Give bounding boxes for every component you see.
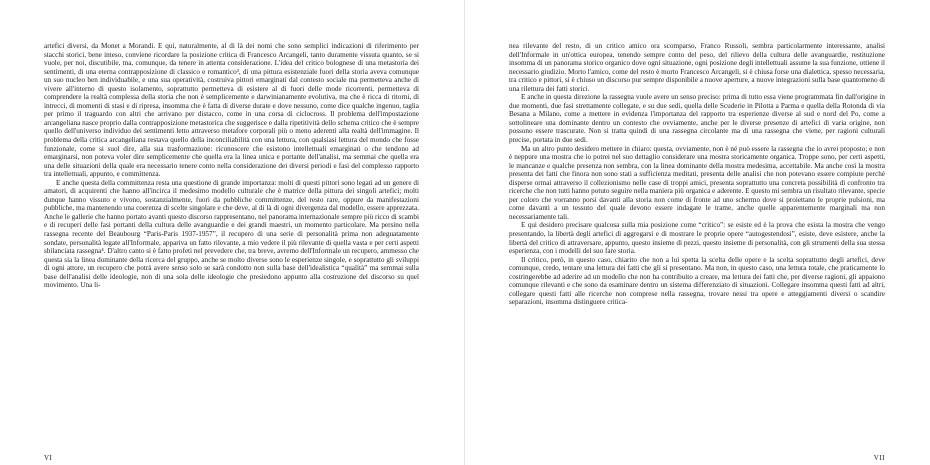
paragraph: artefici diversi, da Monet a Morandi. E qui, naturalmente, al di là dei nomi che sono semplici indicazioni di riferimento per stacchi storici, bene inteso, conviene ricordare la posizione critica di Francesco Arcangeli, tanto duramente vissuta quanto, se si vuole, per noi, discutibile, ma, comunque, da tenere in attenta considerazione. L'idea del critico bolognese di una metastoria dei sentimenti, di una eterna contrapposizione di classico e romantico³, di una pittura esistenziale fuori della storia aveva comunque un suo nucleo ben individuabile, e una sua operatività, costruiva pittori emarginati dal contesto sociale ma permetteva anche di vivere all'interno di questo isolamento, soprattutto permetteva di esistere al di fuori delle mode ricorrenti, permetteva di comprendere la realtà complessa della storia che non è semplicemente e darwinianamente evolutiva, ma che è ricca di ritorni, di intrecci, di momenti di stasi e di ripresa, insomma che è fatta di diverse durate e dove nessuno, come dice qualche ingenuo, taglia per primo il traguardo con altri che arrivano per distacco, come in una corsa di ciclocross. Il problema dell'impostazione arcangeliana nasce proprio dalla contrapposizione metastorica che suggerisce e dalla ripetitività dello schema critico che è sempre quello dell'universo individuo dei sentimenti letto attraverso metafore corporali più o meno aderenti alla realtà dell'immagine. Il problema della critica arcangeliana restava quello della inconciliabilità con una lettura, con qualsiasi lettura del mondo che fosse funzionale, come si suol dire, alla sua trasformazione: riconoscere che esistono intellettuali emarginati o che tendono ad emarginarsi, non poteva voler dire semplicemente che quella era la linea unica e portante dell'analisi, ma semmai che quella era una delle situazioni della quale era necessario tenere conto nella considerazione dei diversi periodi e fasi del complesso rapporto tra intellettuali, appunto, e committenza.: [44, 42, 419, 179]
right-page-body: [509, 42, 885, 427]
right-page: [465, 0, 930, 465]
paragraph: E qui desidero precisare qualcosa sulla mia posizione come “critico”: se esiste ed è la prova che esista la mostra che vengo presentando, la libertà degli artefici di aggregarsi e di mostrare le proprie opere “autogestendosi”, esiste, deve esistere, anche la libertà del critico di attraversare, appunto, questo insieme di pezzi, questo insieme di personalità, con gli strumenti della sua stessa esperienza, con i modelli del suo fare storia.: [509, 221, 885, 256]
paragraph: E anche in questa direzione la rassegna vuole avere un senso preciso: prima di tutto essa viene programmata fin dall'origine in due momenti, due fasi strettamente collegate, e su due sedi, quella delle Scuderie in Pilotta a Parma e quella della Rotonda di via Besana a Milano, come a mettere in evidenza l'importanza del rapporto tra esperienze diverse al sud e nord del Po, come a sottolineare una dominante dentro un contesto che ovviamente, anche per le diverse presenze di artefici di varia origine, non possono essere trascurate. Non si tratta quindi di una rassegna circolante ma di una rassegna che viene, per ragioni culturali precise, portata in due sedi.: [509, 93, 885, 145]
page-number: VI: [44, 454, 53, 462]
paragraph: Il critico, però, in questo caso, chiarito che non a lui spetta la scelta delle opere e la scelta soprattutto degli artefici, deve comunque, credo, tentare una lettura dei fatti che gli si presentano. Ma non, in questo caso, una lettura totale, che praticamente lo costringerebbe ad aderire ad un modello che non ha contribuito a creare, ma lettura dei fatti che, per diverse ragioni, gli appaiono comunque rilevanti e che sono da esaminare dentro un sistema differenziato di situazioni. Collegare insomma questi fatti ad altri, collegare questi fatti alle ricerche non comprese nella rassegna, trovare nessi tra opere e atteggiamenti diversi o scandire separazioni, insomma distinguere critica-: [509, 255, 885, 307]
page-number: VII: [873, 454, 885, 462]
left-page-body: [44, 42, 419, 427]
paragraph: nea rilevante del resto, di un critico amico ora scomparso, Franco Russoli, sembra particolarmente interessante, analisi dell'Informale in un'ottica europea, tenendo sempre conto del peso, del rilievo della cultura delle avanguardie, restituzione insomma di un panorama storico organico dove ogni situazione, ogni posizione degli intellettuali assume la sua funzione, ottiene il necessario giudizio. Morto l'amico, come del resto è morto Francesco Arcangeli, si è chiusa forse una dialettica, spesso necessaria, tra critico e pittori, si è chiuso un discorso pur sempre disponibile a nuove aperture, a nuove integrazioni sulla base quantomeno di una rilettura dei fatti storici.: [509, 42, 885, 93]
paragraph: E anche questa della committenza resta una questione di grande importanza: molti di questi pittori sono legati ad un genere di amatori, di acquirenti che hanno all'incirca il medesimo modello culturale che è matrice della pittura dei singoli artefici; molti dunque hanno vissuto e vivono, sostanzialmente, fuori da pubbliche committenze, del resto rare, oppure da manifestazioni pubbliche, ma mantenendo una coerenza di scelte singolare e che deve, al di là di ogni divergenza dal modello, essere apprezzata. Anche le gallerie che hanno portato avanti questo discorso rappresentano, nel panorama internazionale sempre più ricco di scambi e di recuperi delle fasi portanti della cultura delle avanguardie e dei grandi maestri, un momento particolare. Ma persino nella rassegna recente del Beaubourg “Paris-Paris 1937-1957”, il recupero di una serie di personalità prima non adeguatamente sondate, personalità legate all'Informale, appariva un fatto rilevante, a mio vedere il più rilevante di quella vasta e per certi aspetti sbilanciata rassegna⁴. D'altro canto si è fatto profeti nel prevedere che, tra breve, avremo dell'Informale un recupero, ammesso che questa sia la linea dominante della ricerca del gruppo, anche se molto diverse sono le esperienze singole, e soprattutto gli sviluppi di ogni attore, un recupero che potrà avere senso solo se sarà condotto non sulla base dell'idealistica “qualità” ma semmai sulla base dell'analisi delle ideologie, non di una sola delle ideologie che presiedono appunto alla costruzione del discorso su quel movimento. Una li-: [44, 178, 419, 290]
paragraph: Ma un altro punto desidero mettere in chiaro: questa, ovviamente, non è né può essere la rassegna che io avrei proposto; e non è neppure una mostra che io potrei nel suo dettaglio considerare una mostra storicamente organica. Troppe sono, per certi aspetti, le mancanze e qualche presenza non sembra, con la linea dominante della mostra medesima, accettabile. Ma anche così la mostra presenta dei fatti che finora non sono stati a sufficienza meditati, presenta delle analisi che non potevano essere compiute perché disperse ormai attraverso il collezionismo nelle case di troppi amici, presenta soprattutto una concreta possibilità di confronto tra ricerche che non tutti hanno potuto seguire nella maniera più organica e aderente. E questo mi sembra un risultato rilevante, specie per coloro che vorranno porsi davanti alla storia non come di fronte ad uno schermo dove si proiettano le proprie pulsioni, ma come davanti a un tessuto del quale devono essere indagate le trame, anche quelle apparentemente marginali ma non necessariamente tali.: [509, 144, 885, 221]
